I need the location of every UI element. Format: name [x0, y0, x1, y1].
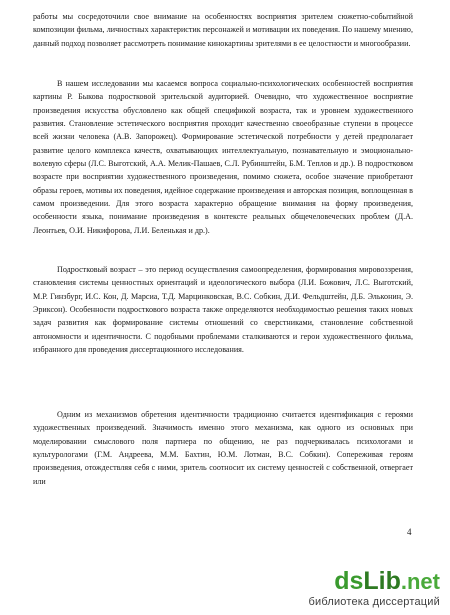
paragraph-1 [33, 10, 413, 50]
logo-ds: ds [334, 567, 364, 595]
paragraph-3 [33, 263, 413, 356]
logo-net: .net [400, 569, 440, 594]
paragraph-2 [33, 77, 413, 237]
paragraph-4 [33, 408, 413, 488]
dslib-logo [334, 568, 440, 595]
page-number: 4 [407, 527, 412, 537]
dslib-watermark[interactable] [308, 568, 440, 608]
logo-lib: Lib [363, 567, 401, 595]
paragraph-4-text: Одним из механизмов обретения идентичности традиционно считается идентификация с героями художественных произведений. Значимость именно этого механизма, как одного из основных при моделировании смыслового поля партнера по общению, не раз подчеркивалась психологами и культурологами (Г.М. Андреева, М.М. Бахтин, Ю.М. Лотман, В.С. Собкин). Сопереживая героям произведения, отождествляя себя с ними, зритель соотносит их систему ценностей с собственной, отвергает или [33, 410, 413, 486]
paragraph-1-text: работы мы сосредоточили свое внимание на особенностях восприятия зрителем сюжетно-событийной композиции фильма, личностных характеристик персонажей и мотивации их поведения. По нашему мнению, данный подход позволяет рассмотреть понимание кинокартины зрителями в ее целостности и многообразии. [33, 12, 413, 48]
paragraph-3-text: Подростковый возраст – это период осуществления самоопределения, формирования мировоззрения, становления системы ценностных ориентаций и идеологического выбора (Л.И. Божович, Л.С. Выготский, М.Р. Гинзбург, И.С. Кон, Д. Марсиа, Т.Д. Марцинковская, В.С. Собкин, Д.И. Фельдштейн, Д.Б. Эльконин, Э. Эриксон). Особенности подросткового возраста также определяются необходимостью решения таких новых задач развития как формирование системы отношений со сверстниками, становление собственной автономности и идентичности. С подобными проблемами сталкиваются и герои художественного фильма, избранного для проведения диссертационного исследования. [33, 265, 413, 355]
watermark-subtitle: библиотека диссертаций [308, 596, 440, 608]
paragraph-2-text: В нашем исследовании мы касаемся вопроса социально-психологических особенностей восприятия картины Р. Быкова подростковой зрительской аудиторией. Очевидно, что художественное восприятие произведения искусства обусловлено как общей спецификой возраста, так и уровнем художественного развития. Становление эстетического восприятия проходит качественно своеобразные ступени в процессе всей жизни человека (А.В. Запорожец). Формирование эстетической потребности у детей предполагает развитие целого комплекса качеств, охватывающих интеллектуальную, познавательную и эмоционально-волевую сферы (Л.С. Выготский, А.А. Мелик-Пашаев, С.Л. Рубинштейн, Б.М. Теплов и др.). В подростковом возрасте при восприятии художественного произведения, помимо сюжета, особое значение приобретают образы героев, мотивы их поведения, идейное содержание произведения и авторская позиция, воплощенная в самом произведении. Для этого возраста характерно обращение внимания на форму произведения, особенности языка, понимание произведения в контексте реальных общечеловеческих проблем (Д.А. Леонтьев, О.И. Никифорова, Л.И. Беленькая и др.). [33, 79, 413, 235]
